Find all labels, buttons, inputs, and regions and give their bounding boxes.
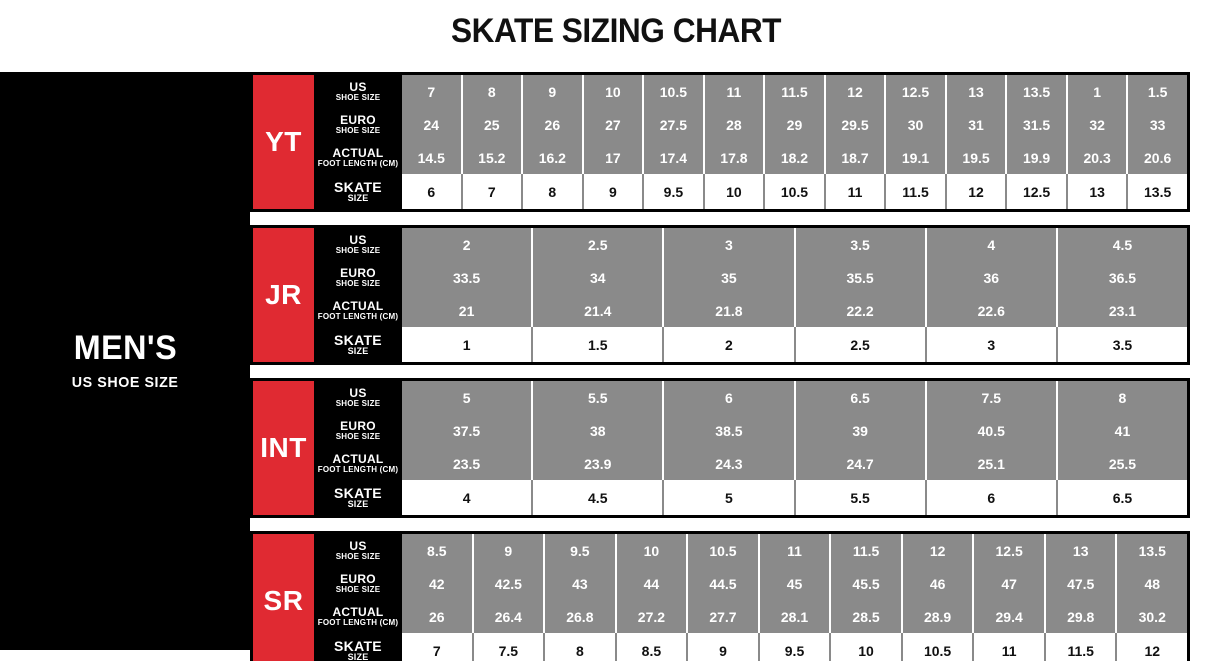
row-cells xyxy=(402,108,1187,141)
cell-us-9: 13 xyxy=(1044,534,1116,567)
cell-actual-1: 15.2 xyxy=(461,141,522,174)
cell-skate-9: 11.5 xyxy=(1044,633,1116,661)
cell-actual-9: 19.5 xyxy=(945,141,1006,174)
cell-euro-1: 34 xyxy=(531,261,662,294)
cell-skate-3: 8.5 xyxy=(615,633,687,661)
row-label-line2: FOOT LENGTH (CM) xyxy=(317,158,399,168)
cell-us-7: 12 xyxy=(824,75,885,108)
cell-us-8: 12.5 xyxy=(972,534,1044,567)
cell-actual-4: 17.4 xyxy=(642,141,703,174)
left-category-panel xyxy=(0,72,250,650)
cell-skate-11: 13 xyxy=(1066,174,1127,209)
table-row-euro xyxy=(314,108,1187,141)
row-label-us xyxy=(314,75,402,108)
row-label-line2: SHOE SIZE xyxy=(335,92,381,102)
cell-skate-1: 1.5 xyxy=(531,327,662,362)
row-label-skate xyxy=(314,327,402,362)
cell-us-10: 13.5 xyxy=(1005,75,1066,108)
row-label-line1: ACTUAL xyxy=(332,452,384,467)
cell-skate-3: 9 xyxy=(582,174,643,209)
table-row-euro xyxy=(314,567,1187,600)
cell-skate-1: 7 xyxy=(461,174,522,209)
row-label-line1: US xyxy=(349,539,367,554)
cell-actual-4: 25.1 xyxy=(925,447,1056,480)
cell-actual-5: 28.1 xyxy=(758,600,830,633)
cell-us-2: 9.5 xyxy=(543,534,615,567)
row-cells xyxy=(402,294,1187,327)
cell-us-1: 5.5 xyxy=(531,381,662,414)
cell-euro-5: 36.5 xyxy=(1056,261,1187,294)
row-label-line1: ACTUAL xyxy=(332,146,384,161)
cell-us-3: 10 xyxy=(615,534,687,567)
cell-skate-4: 3 xyxy=(925,327,1056,362)
cell-actual-8: 19.1 xyxy=(884,141,945,174)
category-heading: MEN'S xyxy=(73,329,177,367)
cell-euro-7: 29.5 xyxy=(824,108,885,141)
cell-skate-6: 10 xyxy=(829,633,901,661)
cell-skate-5: 9.5 xyxy=(758,633,830,661)
cell-us-11: 1 xyxy=(1066,75,1127,108)
cell-us-6: 11.5 xyxy=(829,534,901,567)
cell-actual-2: 16.2 xyxy=(521,141,582,174)
cell-us-0: 5 xyxy=(402,381,531,414)
cell-us-2: 9 xyxy=(521,75,582,108)
group-rows xyxy=(314,381,1187,515)
cell-actual-1: 23.9 xyxy=(531,447,662,480)
row-label-line2: FOOT LENGTH (CM) xyxy=(317,311,399,321)
cell-us-3: 6.5 xyxy=(794,381,925,414)
cell-actual-4: 27.7 xyxy=(686,600,758,633)
cell-actual-7: 18.7 xyxy=(824,141,885,174)
group-rows xyxy=(314,534,1187,661)
table-row-euro xyxy=(314,414,1187,447)
cell-actual-1: 26.4 xyxy=(472,600,544,633)
cell-euro-1: 42.5 xyxy=(472,567,544,600)
cell-euro-9: 31 xyxy=(945,108,1006,141)
cell-actual-9: 29.8 xyxy=(1044,600,1116,633)
cell-skate-2: 5 xyxy=(662,480,793,515)
row-cells xyxy=(402,381,1187,414)
cell-skate-5: 6.5 xyxy=(1056,480,1187,515)
cell-us-3: 10 xyxy=(582,75,643,108)
cell-skate-0: 1 xyxy=(402,327,531,362)
cell-skate-5: 10 xyxy=(703,174,764,209)
group-tag-yt: YT xyxy=(253,75,314,209)
table-row-us xyxy=(314,534,1187,567)
cell-us-7: 12 xyxy=(901,534,973,567)
cell-euro-8: 30 xyxy=(884,108,945,141)
cell-actual-0: 23.5 xyxy=(402,447,531,480)
cell-skate-5: 3.5 xyxy=(1056,327,1187,362)
cell-actual-2: 24.3 xyxy=(662,447,793,480)
cell-us-5: 11 xyxy=(758,534,830,567)
row-label-line1: SKATE xyxy=(334,331,382,348)
row-label-skate xyxy=(314,633,402,661)
row-label-line1: EURO xyxy=(340,113,376,128)
cell-skate-4: 9 xyxy=(686,633,758,661)
cell-euro-5: 45 xyxy=(758,567,830,600)
cell-euro-4: 40.5 xyxy=(925,414,1056,447)
row-label-us xyxy=(314,228,402,261)
cell-us-1: 8 xyxy=(461,75,522,108)
cell-actual-0: 26 xyxy=(402,600,472,633)
page-title: SKATE SIZING CHART xyxy=(450,12,782,50)
cell-euro-2: 26 xyxy=(521,108,582,141)
cell-actual-4: 22.6 xyxy=(925,294,1056,327)
table-row-skate xyxy=(314,633,1187,661)
cell-skate-8: 11 xyxy=(972,633,1044,661)
size-tables xyxy=(250,72,1190,661)
cell-euro-9: 47.5 xyxy=(1044,567,1116,600)
row-cells xyxy=(402,261,1187,294)
cell-us-4: 10.5 xyxy=(686,534,758,567)
cell-us-3: 3.5 xyxy=(794,228,925,261)
row-cells xyxy=(402,480,1187,515)
row-cells xyxy=(402,228,1187,261)
row-label-us xyxy=(314,381,402,414)
cell-us-4: 7.5 xyxy=(925,381,1056,414)
cell-us-12: 1.5 xyxy=(1126,75,1187,108)
cell-skate-2: 8 xyxy=(521,174,582,209)
cell-euro-6: 29 xyxy=(763,108,824,141)
row-label-euro xyxy=(314,567,402,600)
cell-actual-1: 21.4 xyxy=(531,294,662,327)
cell-skate-8: 11.5 xyxy=(884,174,945,209)
cell-euro-6: 45.5 xyxy=(829,567,901,600)
cell-us-2: 3 xyxy=(662,228,793,261)
row-label-line2: SHOE SIZE xyxy=(335,398,381,408)
row-label-line1: EURO xyxy=(340,266,376,281)
cell-euro-2: 38.5 xyxy=(662,414,793,447)
cell-us-0: 7 xyxy=(402,75,461,108)
cell-actual-3: 27.2 xyxy=(615,600,687,633)
cell-us-1: 9 xyxy=(472,534,544,567)
row-label-line1: SKATE xyxy=(334,637,382,654)
cell-actual-2: 26.8 xyxy=(543,600,615,633)
cell-us-6: 11.5 xyxy=(763,75,824,108)
cell-skate-10: 12.5 xyxy=(1005,174,1066,209)
cell-us-2: 6 xyxy=(662,381,793,414)
row-label-euro xyxy=(314,108,402,141)
cell-skate-3: 5.5 xyxy=(794,480,925,515)
cell-euro-3: 44 xyxy=(615,567,687,600)
cell-skate-0: 6 xyxy=(402,174,461,209)
cell-euro-4: 44.5 xyxy=(686,567,758,600)
table-row-actual xyxy=(314,447,1187,480)
table-row-us xyxy=(314,381,1187,414)
row-label-line2: SHOE SIZE xyxy=(335,551,381,561)
table-row-us xyxy=(314,75,1187,108)
cell-actual-12: 20.6 xyxy=(1126,141,1187,174)
group-tag-jr: JR xyxy=(253,228,314,362)
cell-euro-0: 33.5 xyxy=(402,261,531,294)
row-cells xyxy=(402,447,1187,480)
cell-euro-8: 47 xyxy=(972,567,1044,600)
row-label-line2: SHOE SIZE xyxy=(335,584,381,594)
row-cells xyxy=(402,414,1187,447)
row-label-line2: SHOE SIZE xyxy=(335,278,381,288)
size-group-jr xyxy=(250,225,1190,365)
cell-euro-7: 46 xyxy=(901,567,973,600)
row-cells xyxy=(402,141,1187,174)
cell-skate-4: 9.5 xyxy=(642,174,703,209)
row-label-actual xyxy=(314,141,402,174)
table-row-actual xyxy=(314,600,1187,633)
row-label-line1: US xyxy=(349,386,367,401)
cell-euro-1: 25 xyxy=(461,108,522,141)
table-row-us xyxy=(314,228,1187,261)
size-group-int xyxy=(250,378,1190,518)
row-label-line1: EURO xyxy=(340,572,376,587)
row-label-actual xyxy=(314,294,402,327)
cell-skate-7: 11 xyxy=(824,174,885,209)
cell-actual-10: 19.9 xyxy=(1005,141,1066,174)
cell-us-0: 8.5 xyxy=(402,534,472,567)
cell-euro-2: 35 xyxy=(662,261,793,294)
cell-us-1: 2.5 xyxy=(531,228,662,261)
cell-actual-5: 25.5 xyxy=(1056,447,1187,480)
cell-actual-5: 23.1 xyxy=(1056,294,1187,327)
cell-actual-3: 22.2 xyxy=(794,294,925,327)
cell-euro-4: 36 xyxy=(925,261,1056,294)
row-label-euro xyxy=(314,261,402,294)
cell-euro-2: 43 xyxy=(543,567,615,600)
cell-us-4: 4 xyxy=(925,228,1056,261)
table-row-skate xyxy=(314,174,1187,209)
cell-euro-4: 27.5 xyxy=(642,108,703,141)
row-label-line1: US xyxy=(349,80,367,95)
row-label-line2: SHOE SIZE xyxy=(335,245,381,255)
cell-euro-3: 39 xyxy=(794,414,925,447)
row-cells xyxy=(402,174,1187,209)
row-cells xyxy=(402,567,1187,600)
group-tag-sr: SR xyxy=(253,534,314,661)
cell-us-10: 13.5 xyxy=(1115,534,1187,567)
cell-skate-7: 10.5 xyxy=(901,633,973,661)
row-cells xyxy=(402,534,1187,567)
cell-skate-2: 8 xyxy=(543,633,615,661)
row-label-line2: SIZE xyxy=(347,499,369,510)
cell-skate-10: 12 xyxy=(1115,633,1187,661)
row-cells xyxy=(402,75,1187,108)
cell-skate-3: 2.5 xyxy=(794,327,925,362)
cell-euro-12: 33 xyxy=(1126,108,1187,141)
cell-us-5: 4.5 xyxy=(1056,228,1187,261)
cell-actual-0: 21 xyxy=(402,294,531,327)
size-group-yt xyxy=(250,72,1190,212)
cell-actual-6: 28.5 xyxy=(829,600,901,633)
row-label-line1: ACTUAL xyxy=(332,605,384,620)
row-label-line2: FOOT LENGTH (CM) xyxy=(317,464,399,474)
group-tag-int: INT xyxy=(253,381,314,515)
cell-skate-12: 13.5 xyxy=(1126,174,1187,209)
group-rows xyxy=(314,75,1187,209)
category-subheading: US SHOE SIZE xyxy=(71,374,179,391)
row-cells xyxy=(402,600,1187,633)
cell-us-5: 11 xyxy=(703,75,764,108)
cell-actual-11: 20.3 xyxy=(1066,141,1127,174)
cell-skate-2: 2 xyxy=(662,327,793,362)
cell-actual-0: 14.5 xyxy=(402,141,461,174)
table-row-actual xyxy=(314,294,1187,327)
table-row-euro xyxy=(314,261,1187,294)
cell-euro-5: 41 xyxy=(1056,414,1187,447)
row-label-actual xyxy=(314,600,402,633)
row-label-line2: SIZE xyxy=(347,346,369,357)
row-label-line1: SKATE xyxy=(334,178,382,195)
cell-euro-10: 48 xyxy=(1115,567,1187,600)
cell-euro-3: 35.5 xyxy=(794,261,925,294)
cell-actual-5: 17.8 xyxy=(703,141,764,174)
cell-actual-10: 30.2 xyxy=(1115,600,1187,633)
cell-euro-0: 42 xyxy=(402,567,472,600)
row-label-line2: SHOE SIZE xyxy=(335,125,381,135)
cell-euro-0: 37.5 xyxy=(402,414,531,447)
cell-euro-0: 24 xyxy=(402,108,461,141)
cell-actual-7: 28.9 xyxy=(901,600,973,633)
row-label-line2: SIZE xyxy=(347,193,369,204)
cell-actual-3: 24.7 xyxy=(794,447,925,480)
row-label-line2: SHOE SIZE xyxy=(335,431,381,441)
cell-us-8: 12.5 xyxy=(884,75,945,108)
row-label-skate xyxy=(314,480,402,515)
cell-skate-9: 12 xyxy=(945,174,1006,209)
cell-skate-6: 10.5 xyxy=(763,174,824,209)
cell-skate-0: 4 xyxy=(402,480,531,515)
row-label-line1: US xyxy=(349,233,367,248)
group-rows xyxy=(314,228,1187,362)
row-label-line2: SIZE xyxy=(347,652,369,661)
table-row-actual xyxy=(314,141,1187,174)
row-label-skate xyxy=(314,174,402,209)
cell-euro-3: 27 xyxy=(582,108,643,141)
row-label-us xyxy=(314,534,402,567)
cell-skate-0: 7 xyxy=(402,633,472,661)
cell-actual-2: 21.8 xyxy=(662,294,793,327)
row-cells xyxy=(402,327,1187,362)
row-label-actual xyxy=(314,447,402,480)
cell-euro-5: 28 xyxy=(703,108,764,141)
cell-us-5: 8 xyxy=(1056,381,1187,414)
cell-skate-1: 7.5 xyxy=(472,633,544,661)
row-label-euro xyxy=(314,414,402,447)
cell-euro-11: 32 xyxy=(1066,108,1127,141)
table-row-skate xyxy=(314,480,1187,515)
row-label-line1: ACTUAL xyxy=(332,299,384,314)
table-row-skate xyxy=(314,327,1187,362)
cell-skate-4: 6 xyxy=(925,480,1056,515)
cell-skate-1: 4.5 xyxy=(531,480,662,515)
row-label-line2: FOOT LENGTH (CM) xyxy=(317,617,399,627)
cell-actual-8: 29.4 xyxy=(972,600,1044,633)
row-label-line1: EURO xyxy=(340,419,376,434)
row-label-line1: SKATE xyxy=(334,484,382,501)
cell-us-9: 13 xyxy=(945,75,1006,108)
cell-actual-6: 18.2 xyxy=(763,141,824,174)
cell-us-0: 2 xyxy=(402,228,531,261)
row-cells xyxy=(402,633,1187,661)
cell-euro-1: 38 xyxy=(531,414,662,447)
size-group-sr xyxy=(250,531,1190,661)
cell-actual-3: 17 xyxy=(582,141,643,174)
cell-us-4: 10.5 xyxy=(642,75,703,108)
cell-euro-10: 31.5 xyxy=(1005,108,1066,141)
